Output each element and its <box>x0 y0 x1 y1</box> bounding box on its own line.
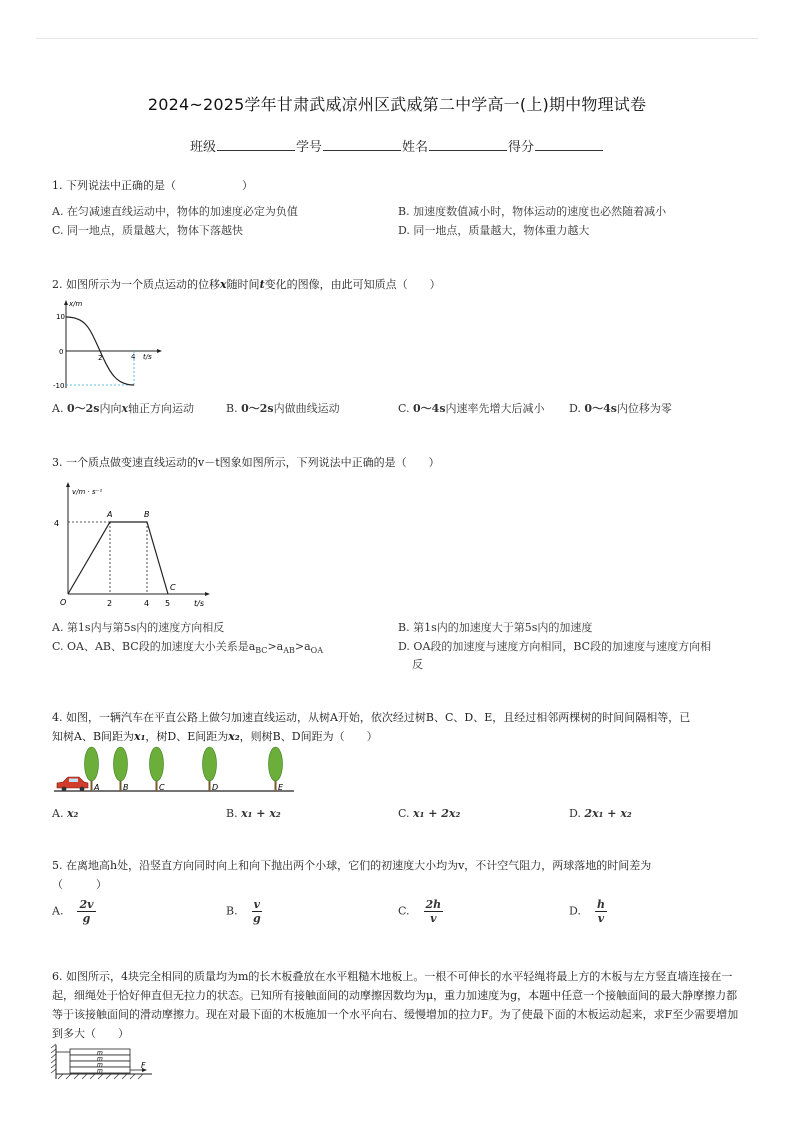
q2-option-c[interactable]: C. 0～4s内速率先增大后减小 <box>398 402 545 415</box>
q3-stem: 3. 一个质点做变速直线运动的v－t图象如图所示，下列说法中正确的是（ ） <box>52 456 440 469</box>
q3-x-label: t/s <box>194 599 204 608</box>
q4-label-c: C <box>159 783 165 792</box>
q2-position-time-graph <box>44 296 164 392</box>
student-info-row <box>190 136 604 155</box>
q6-floor <box>56 1074 152 1079</box>
q6-stem: 6. 如图所示，4块完全相同的质量均为m的长木板叠放在水平粗糙木地板上。一根不可伸长的水平轻绳将最上方的木板与左方竖直墙连接在一起，细绳处于恰好伸直但无拉力的状态。已知所有接触面间的动摩擦因数均为μ，重力加速度为g，本题中任意一个接触面间的最大静摩擦力都等于该接触面间的滑动摩擦力。现在对最下面的木板施加一个水平向右、缓慢增加的拉力F。为了使最下面的木板运动起来，求F至少需要增加到多大（ ） <box>52 970 739 1040</box>
q3-point-b: B <box>144 510 150 519</box>
id-label: 学号 <box>296 140 323 155</box>
q4-stem-line2: 知树A、B间距为x₁，树D、E间距为x₂，则树B、D间距为（ ） <box>52 730 378 743</box>
q4-label-d: D <box>212 783 219 792</box>
q4-option-a[interactable]: A. x₂ <box>52 807 79 820</box>
q3-y-label: v/m · s⁻¹ <box>72 488 103 496</box>
q2-y-label: x/m <box>69 300 83 308</box>
q3-tick-4: 4 <box>54 519 60 528</box>
q4-trees-figure <box>54 744 300 796</box>
q4-car <box>57 777 88 791</box>
q3-tick-5: 5 <box>165 599 171 608</box>
q3-tick-4x: 4 <box>144 599 150 608</box>
q1-stem: 1. 下列说法中正确的是（ ） <box>52 179 253 192</box>
q3-vt-line <box>68 522 168 594</box>
q5-stem-line2: （ ） <box>52 878 107 891</box>
q2-option-d[interactable]: D. 0～4s内位移为零 <box>569 402 672 415</box>
q1-option-a[interactable]: A. 在匀减速直线运动中，物体的加速度必定为负值 <box>52 205 298 218</box>
q6-mass-1: m <box>97 1049 103 1057</box>
q3-origin: O <box>60 598 67 607</box>
top-divider <box>36 38 758 39</box>
q4-option-b[interactable]: B. x₁ + x₂ <box>226 807 281 820</box>
q4-label-b: B <box>123 783 129 792</box>
q2-option-b[interactable]: B. 0～2s内做曲线运动 <box>226 402 340 415</box>
q6-force-label: F <box>141 1061 146 1070</box>
q4-label-a: A <box>94 783 100 792</box>
q3-tick-2: 2 <box>107 599 113 608</box>
q2-tick-4: 4 <box>131 353 136 361</box>
q6-mass-2: m <box>97 1055 103 1063</box>
q3-option-b[interactable]: B. 第1s内的加速度大于第5s内的加速度 <box>398 621 593 634</box>
class-label: 班级 <box>190 140 217 155</box>
q6-blocks-figure <box>48 1043 158 1083</box>
name-blank[interactable] <box>429 138 507 151</box>
q5-option-b[interactable]: B. $\frac{v}{g}$ <box>226 898 261 925</box>
page-title: 2024~2025学年甘肃武威凉州区武威第二中学高一(上)期中物理试卷 <box>147 95 647 114</box>
class-blank[interactable] <box>217 138 295 151</box>
q3-option-c[interactable]: C. OA、AB、BC段的加速度大小关系是$a_{BC}>a_{AB}>a_{OA}$ <box>52 640 323 656</box>
q2-x-arrow <box>157 349 162 353</box>
q3-y-arrow <box>66 482 70 487</box>
q3-option-a[interactable]: A. 第1s内与第5s内的速度方向相反 <box>52 621 225 634</box>
q4-option-d[interactable]: D. 2x₁ + x₂ <box>569 807 632 820</box>
score-label: 得分 <box>508 140 535 155</box>
id-blank[interactable] <box>323 138 401 151</box>
q1-option-b[interactable]: B. 加速度数值减小时，物体运动的速度也必然随着减小 <box>398 205 667 218</box>
q3-point-a: A <box>107 510 113 519</box>
q4-label-e: E <box>278 783 284 792</box>
q2-tick-2: 2 <box>98 354 103 362</box>
q5-option-d[interactable]: D. $\frac{h}{v}$ <box>569 898 605 925</box>
q3-point-c: C <box>170 583 176 592</box>
q2-tick-10: 10 <box>56 313 65 321</box>
q2-tick-0: 0 <box>59 348 64 356</box>
q2-stem: 2. 如图所示为一个质点运动的位移x随时间t变化的图像，由此可知质点（ ） <box>52 278 441 291</box>
q6-mass-4: m <box>97 1067 103 1075</box>
q5-option-a[interactable]: A. $\frac{2v}{g}$ <box>52 898 94 925</box>
q1-option-c[interactable]: C. 同一地点，质量越大，物体下落越快 <box>52 224 244 237</box>
q5-option-c[interactable]: C. $\frac{2h}{v}$ <box>398 898 442 925</box>
q2-y-arrow <box>64 300 68 305</box>
q3-x-arrow <box>205 592 210 596</box>
q2-option-a[interactable]: A. 0～2s内向x轴正方向运动 <box>52 402 195 415</box>
q2-x-label: t/s <box>143 353 152 361</box>
q3-option-d-line2[interactable]: 反 <box>412 658 423 671</box>
score-blank[interactable] <box>535 138 603 151</box>
name-label: 姓名 <box>402 140 429 155</box>
q6-wall <box>51 1044 56 1079</box>
q4-stem-line1: 4. 如图，一辆汽车在平直公路上做匀加速直线运动，从树A开始，依次经过树B、C、D、E，且经过相邻两棵树的时间间隔相等，已 <box>52 711 691 724</box>
q4-option-c[interactable]: C. x₁ + 2x₂ <box>398 807 461 820</box>
q6-mass-3: m <box>97 1061 103 1069</box>
q1-option-d[interactable]: D. 同一地点，质量越大，物体重力越大 <box>398 224 590 237</box>
q2-tick-neg10: -10 <box>53 382 65 390</box>
q5-stem-line1: 5. 在离地高h处，沿竖直方向同时向上和向下抛出两个小球，它们的初速度大小均为v，不计空气阻力，两球落地的时间差为 <box>52 859 652 872</box>
q3-option-d-line1[interactable]: D. OA段的加速度与速度方向相同，BC段的加速度与速度方向相 <box>398 640 712 653</box>
q3-velocity-time-graph <box>46 478 216 614</box>
